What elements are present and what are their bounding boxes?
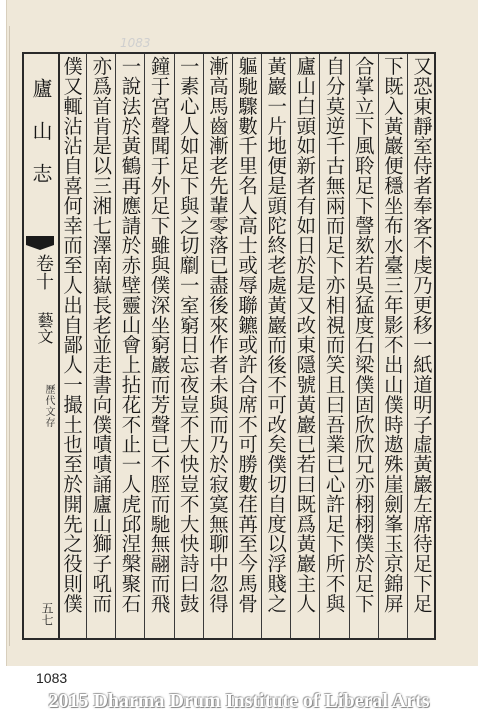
watermark: 2015 Dharma Drum Institute of Liberal Arts [48,690,430,712]
volume-label: 卷十 [33,254,54,290]
page-number: 1083 [36,670,68,686]
text-column: 廬山白頭如新者有如日於是又改東隱號黃巖已若曰既爲黃巖主人 [290,54,319,638]
text-columns [58,54,436,638]
text-column: 軀馳驟數千里名人高士或辱聯鑣或許合席不可勝數荏苒至今馬骨 [232,54,261,638]
gutter-margin [22,52,58,640]
margin-line [9,26,10,646]
text-column: 漸高馬齒漸老先輩零落已盡後來作者未與而乃於寂寞無聊中忽得 [203,54,232,638]
text-column: 黃巖一片地便是頭陀終老處黃巖而後不可改矣僕切自度以浮賤之 [261,54,290,638]
text-column: 鐘于宮聲聞于外足下雖與僕深坐窮巖而芳聲已不脛而馳無翮而飛 [144,54,173,638]
text-column: 合掌立下風聆足下謦欬若吳猛度石梁僕固欣欣兄亦栩栩僕於足下 [349,54,378,638]
text-column: 亦爲首肯是以三湘七澤南嶽長老並走書向僕嘖嘖誦廬山獅子吼而 [86,54,115,638]
subsection-label: 歷代文存 [43,384,54,428]
text-column: 一素心人如足下與之切劘一室窮日忘夜豈不大快豈不大快詩曰鼓 [174,54,203,638]
section-label: 藝文 [35,312,54,344]
text-column: 下既入黃巖便穩坐布水臺三年影不出山僕時遨殊崖劍峯玉京錦屏 [378,54,407,638]
text-column: 一說法於黃鶴再應請於赤壁靈山會上拈花不止一人虎邱涅槃聚石 [115,54,144,638]
text-column: 僕又輒沾沾自喜何幸而至人出自鄙人一撮土也至於開先之役則僕 [60,56,84,614]
fishtail-mark-icon [26,236,54,250]
text-column: 自分莫逆千古無兩而足下亦相視而笑且曰吾業已心許足下所不與 [319,54,348,638]
book-title: 廬 山 志 [29,78,53,191]
faint-stamp: 1083 [120,36,151,50]
text-column: 又恐東靜室侍者奉客不虔乃更移一紙道明子虛黃巖左席待足下足 [407,54,436,638]
folio-number: 五七 [40,602,54,626]
